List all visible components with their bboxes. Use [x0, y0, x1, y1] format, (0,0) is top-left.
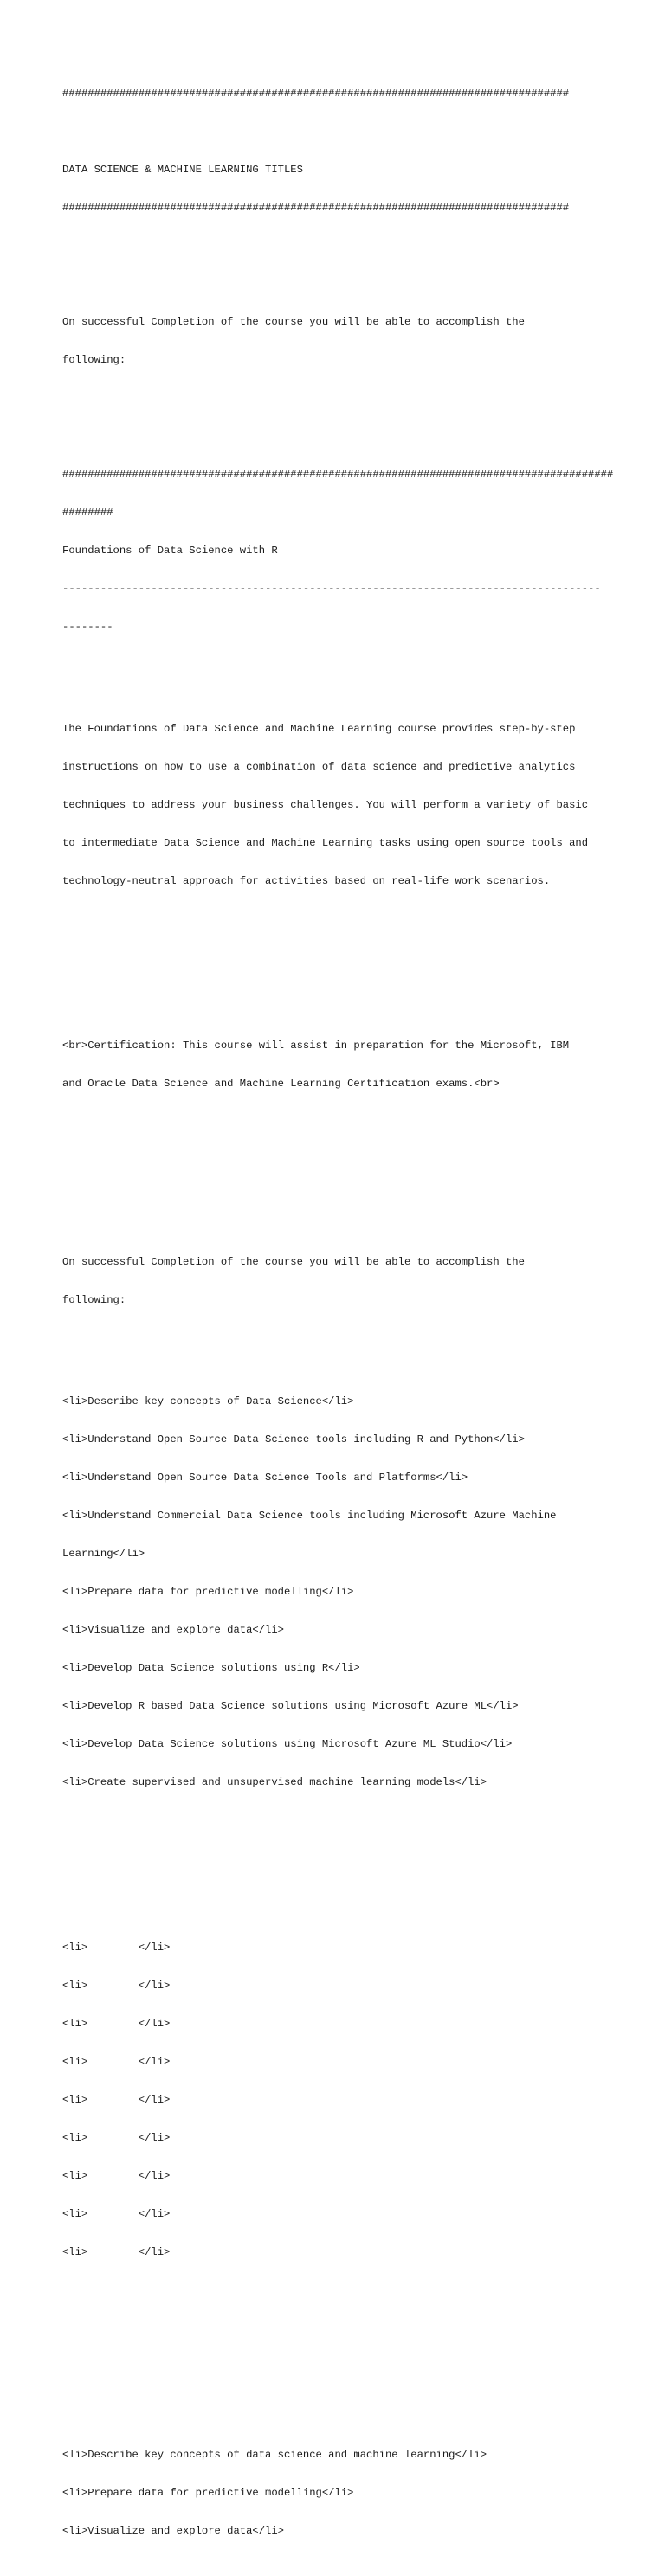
hash-rule-tail: ########	[62, 506, 113, 519]
list-item: <li>Prepare data for predictive modelling</li>	[62, 1586, 354, 1599]
list-item: <li>Understand Open Source Data Science tools including R and Python</li>	[62, 1433, 525, 1446]
empty-items-list	[62, 1916, 617, 2283]
list-item: <li>Visualize and explore data</li>	[62, 1624, 284, 1637]
list-item: <li> </li>	[62, 1941, 171, 1954]
section-title: DATA SCIENCE & MACHINE LEARNING TITLES	[62, 164, 303, 177]
list-item: <li>Prepare data for predictive modelling</li>	[62, 2487, 354, 2500]
list-item: <li> </li>	[62, 2169, 171, 2182]
objectives-list	[62, 1370, 617, 1814]
course-title: Foundations of Data Science with R	[62, 544, 278, 557]
intro-line: On successful Completion of the course you will be able to accomplish the	[62, 1255, 525, 1268]
certification-line: <br>Certification: This course will assist in preparation for the Microsoft, IBM	[62, 1040, 570, 1053]
intro-line: On successful Completion of the course you will be able to accomplish the	[62, 316, 525, 329]
list-item: <li>Describe key concepts of data science and machine learning</li>	[62, 2449, 487, 2462]
list-item: <li> </li>	[62, 2245, 171, 2258]
list-item: <li>Visualize and explore data</li>	[62, 2525, 284, 2538]
hash-rule: #######################################################################################	[62, 468, 614, 481]
list-item: <li> </li>	[62, 2017, 171, 2030]
list-item: <li> </li>	[62, 2207, 171, 2220]
description-line: techniques to address your business challenges. You will perform a variety of basic	[62, 798, 589, 811]
list-item: <li> </li>	[62, 2093, 171, 2106]
description-line: to intermediate Data Science and Machine Learning tasks using open source tools and	[62, 836, 589, 849]
intro-line: following:	[62, 1293, 126, 1306]
description-line: technology-neutral approach for activities based on real-life work scenarios.	[62, 874, 551, 887]
certification-note	[62, 1014, 617, 1116]
list-item: <li> </li>	[62, 2131, 171, 2144]
list-item: <li>Develop Data Science solutions using Microsoft Azure ML Studio</li>	[62, 1738, 513, 1751]
list-item: Learning</li>	[62, 1548, 145, 1561]
list-item: <li>Create supervised and unsupervised machine learning models</li>	[62, 1776, 487, 1789]
description-line: instructions on how to use a combination of data science and predictive analytics	[62, 760, 576, 773]
dash-rule: -------------------------------------------------------------------------------------	[62, 583, 601, 596]
document-page	[62, 62, 617, 2576]
list-item: <li>Develop R based Data Science solutions using Microsoft Azure ML</li>	[62, 1700, 519, 1713]
list-item: <li>Understand Open Source Data Science Tools and Platforms</li>	[62, 1472, 468, 1484]
certification-line: and Oracle Data Science and Machine Learning Certification exams.<br>	[62, 1078, 500, 1091]
list-item: <li>Understand Commercial Data Science tools including Microsoft Azure Machine	[62, 1510, 557, 1523]
list-item: <li>Describe key concepts of Data Science</li>	[62, 1395, 354, 1408]
dash-rule-tail: --------	[62, 621, 113, 634]
course-description	[62, 697, 617, 912]
list-item: <li> </li>	[62, 1979, 171, 1992]
description-line: The Foundations of Data Science and Machine Learning course provides step-by-step	[62, 722, 576, 735]
hash-rule: ################################################################################	[62, 87, 570, 100]
list-item: <li>Develop Data Science solutions using R</li>	[62, 1662, 360, 1675]
hash-rule: ################################################################################	[62, 202, 570, 215]
final-items-list	[62, 2424, 617, 2563]
list-item: <li> </li>	[62, 2055, 171, 2068]
intro-line: following:	[62, 354, 126, 367]
